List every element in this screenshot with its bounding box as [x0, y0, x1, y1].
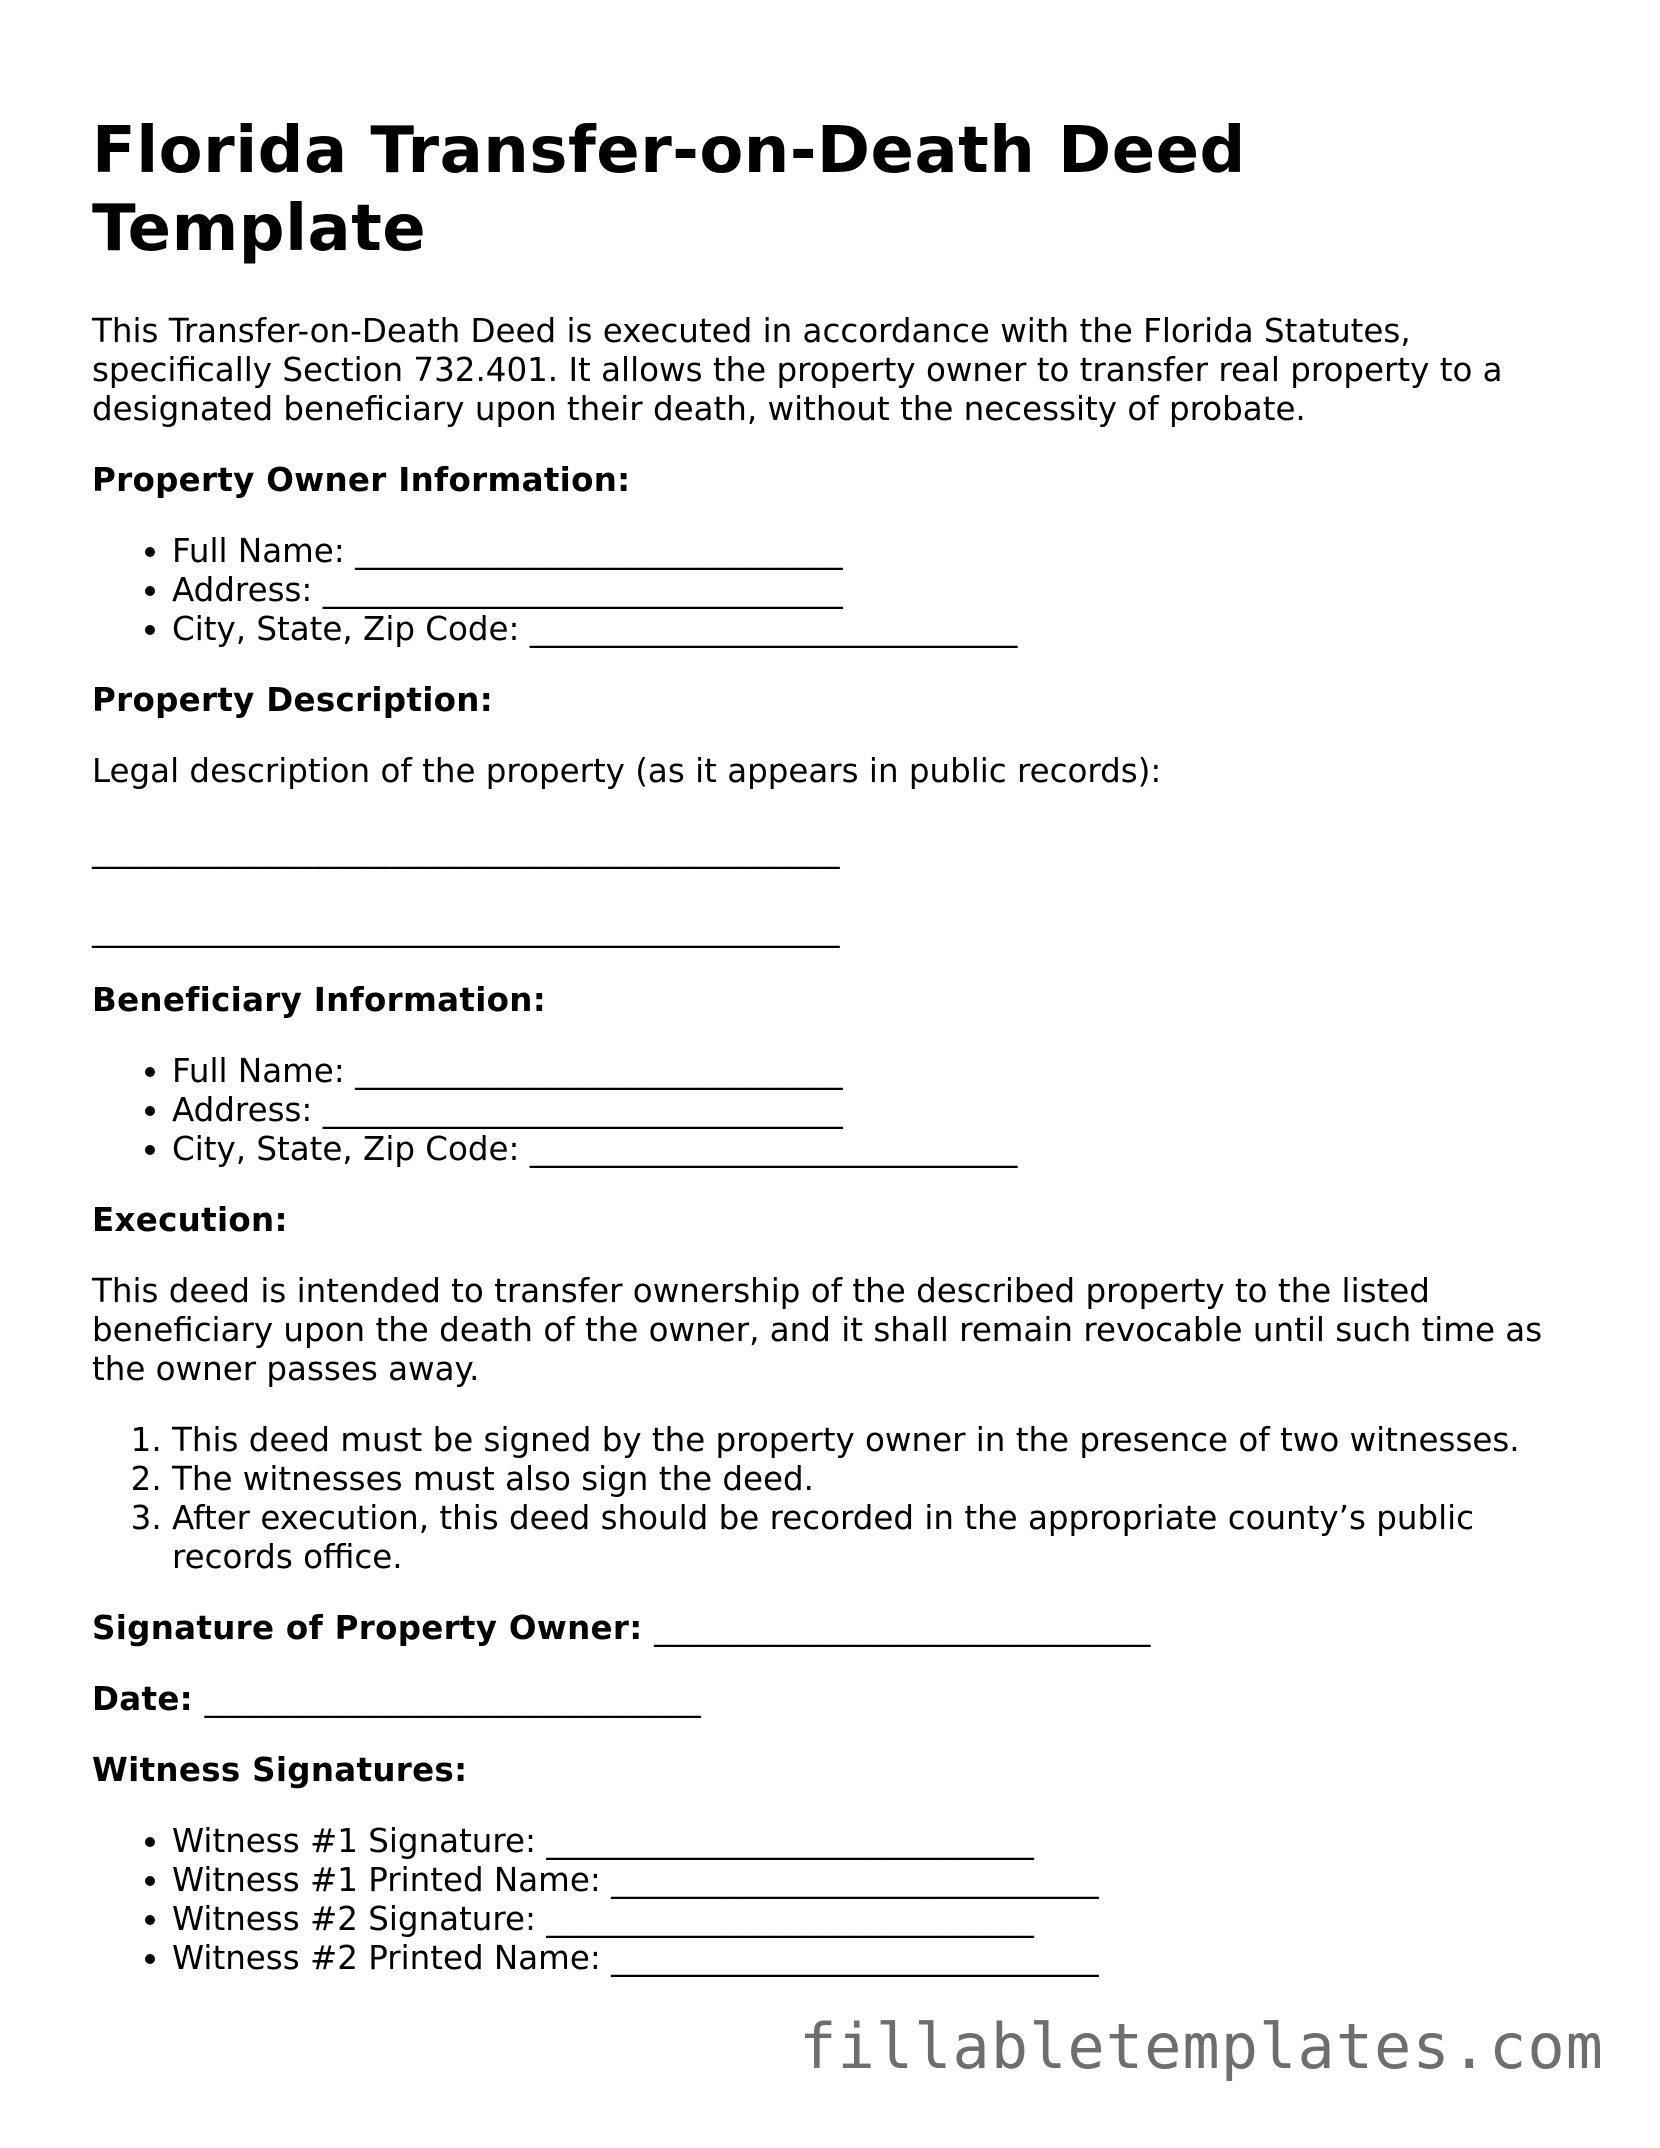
property-section-heading: Property Description: [92, 681, 494, 719]
intro-paragraph: This Transfer-on-Death Deed is executed in accordance with the Florida Statutes, specifically Section 732.401. It allows the property owner to transfer real property to a designated beneficiary upon their death, without the necessity of probate. [92, 312, 1503, 428]
witness-1-signature-field[interactable]: • Witness #1 Signature: ______________________________ [172, 1822, 1572, 1861]
owner-field-list [92, 532, 1572, 649]
legal-description-line-1[interactable]: ______________________________________________ [92, 831, 840, 869]
beneficiary-field-list [92, 1052, 1572, 1169]
witness-section-heading: Witness Signatures: [92, 1751, 468, 1789]
date-field[interactable]: Date: ______________________________ [92, 1680, 702, 1718]
beneficiary-full-name-blank[interactable]: ______________________________ [355, 1052, 843, 1090]
beneficiary-full-name-field[interactable]: • Full Name: ______________________________ [172, 1052, 1572, 1091]
owner-city-state-zip-field[interactable]: • City, State, Zip Code: ______________________________ [172, 610, 1572, 649]
execution-paragraph: This deed is intended to transfer ownership of the described property to the listed beneficiary upon the death of the owner, and it shall remain revocable until such time as the owner passes away. [92, 1272, 1543, 1388]
owner-full-name-blank[interactable]: ______________________________ [355, 532, 843, 570]
date-blank[interactable]: ______________________________ [204, 1680, 702, 1718]
beneficiary-city-state-zip-blank[interactable]: ______________________________ [529, 1130, 1018, 1168]
execution-step: 3. After execution, this deed should be recorded in the appropriate county’s public records office. [172, 1499, 1572, 1577]
execution-step: 2. The witnesses must also sign the deed. [172, 1460, 1572, 1499]
witness-2-signature-blank[interactable]: ______________________________ [546, 1900, 1034, 1938]
owner-signature-blank[interactable]: ______________________________ [654, 1609, 1151, 1647]
witness-field-list [92, 1822, 1572, 1978]
owner-full-name-field[interactable]: • Full Name: ______________________________ [172, 532, 1572, 571]
witness-1-printed-name-field[interactable]: • Witness #1 Printed Name: ______________________________ [172, 1861, 1572, 1900]
owner-section-heading: Property Owner Information: [92, 461, 631, 499]
document-page [92, 112, 1572, 2010]
owner-city-state-zip-blank[interactable]: ______________________________ [529, 610, 1018, 648]
property-description-text: Legal description of the property (as it appears in public records): [92, 752, 1162, 790]
witness-2-printed-name-blank[interactable]: ______________________________ [611, 1939, 1099, 1977]
witness-1-signature-blank[interactable]: ______________________________ [546, 1822, 1034, 1860]
beneficiary-address-field[interactable]: • Address: ________________________________ [172, 1091, 1572, 1130]
beneficiary-section-heading: Beneficiary Information: [92, 981, 546, 1019]
witness-2-printed-name-field[interactable]: • Witness #2 Printed Name: ______________________________ [172, 1939, 1572, 1978]
owner-signature-field[interactable]: Signature of Property Owner: ______________________________ [92, 1609, 1151, 1647]
execution-step: 1. This deed must be signed by the property owner in the presence of two witnesses. [172, 1421, 1572, 1460]
execution-section-heading: Execution: [92, 1201, 288, 1239]
legal-description-line-2[interactable]: ______________________________________________ [92, 910, 840, 948]
owner-address-field[interactable]: • Address: ________________________________ [172, 571, 1572, 610]
site-watermark: fillabletemplates.com [799, 2010, 1604, 2083]
beneficiary-city-state-zip-field[interactable]: • City, State, Zip Code: ______________________________ [172, 1130, 1572, 1169]
owner-address-blank[interactable]: ________________________________ [322, 571, 843, 609]
witness-2-signature-field[interactable]: • Witness #2 Signature: ______________________________ [172, 1900, 1572, 1939]
beneficiary-address-blank[interactable]: ________________________________ [322, 1091, 843, 1129]
witness-1-printed-name-blank[interactable]: ______________________________ [611, 1861, 1099, 1899]
page-title: Florida Transfer-on-Death Deed Template [92, 114, 1246, 266]
execution-steps-list [92, 1421, 1572, 1577]
